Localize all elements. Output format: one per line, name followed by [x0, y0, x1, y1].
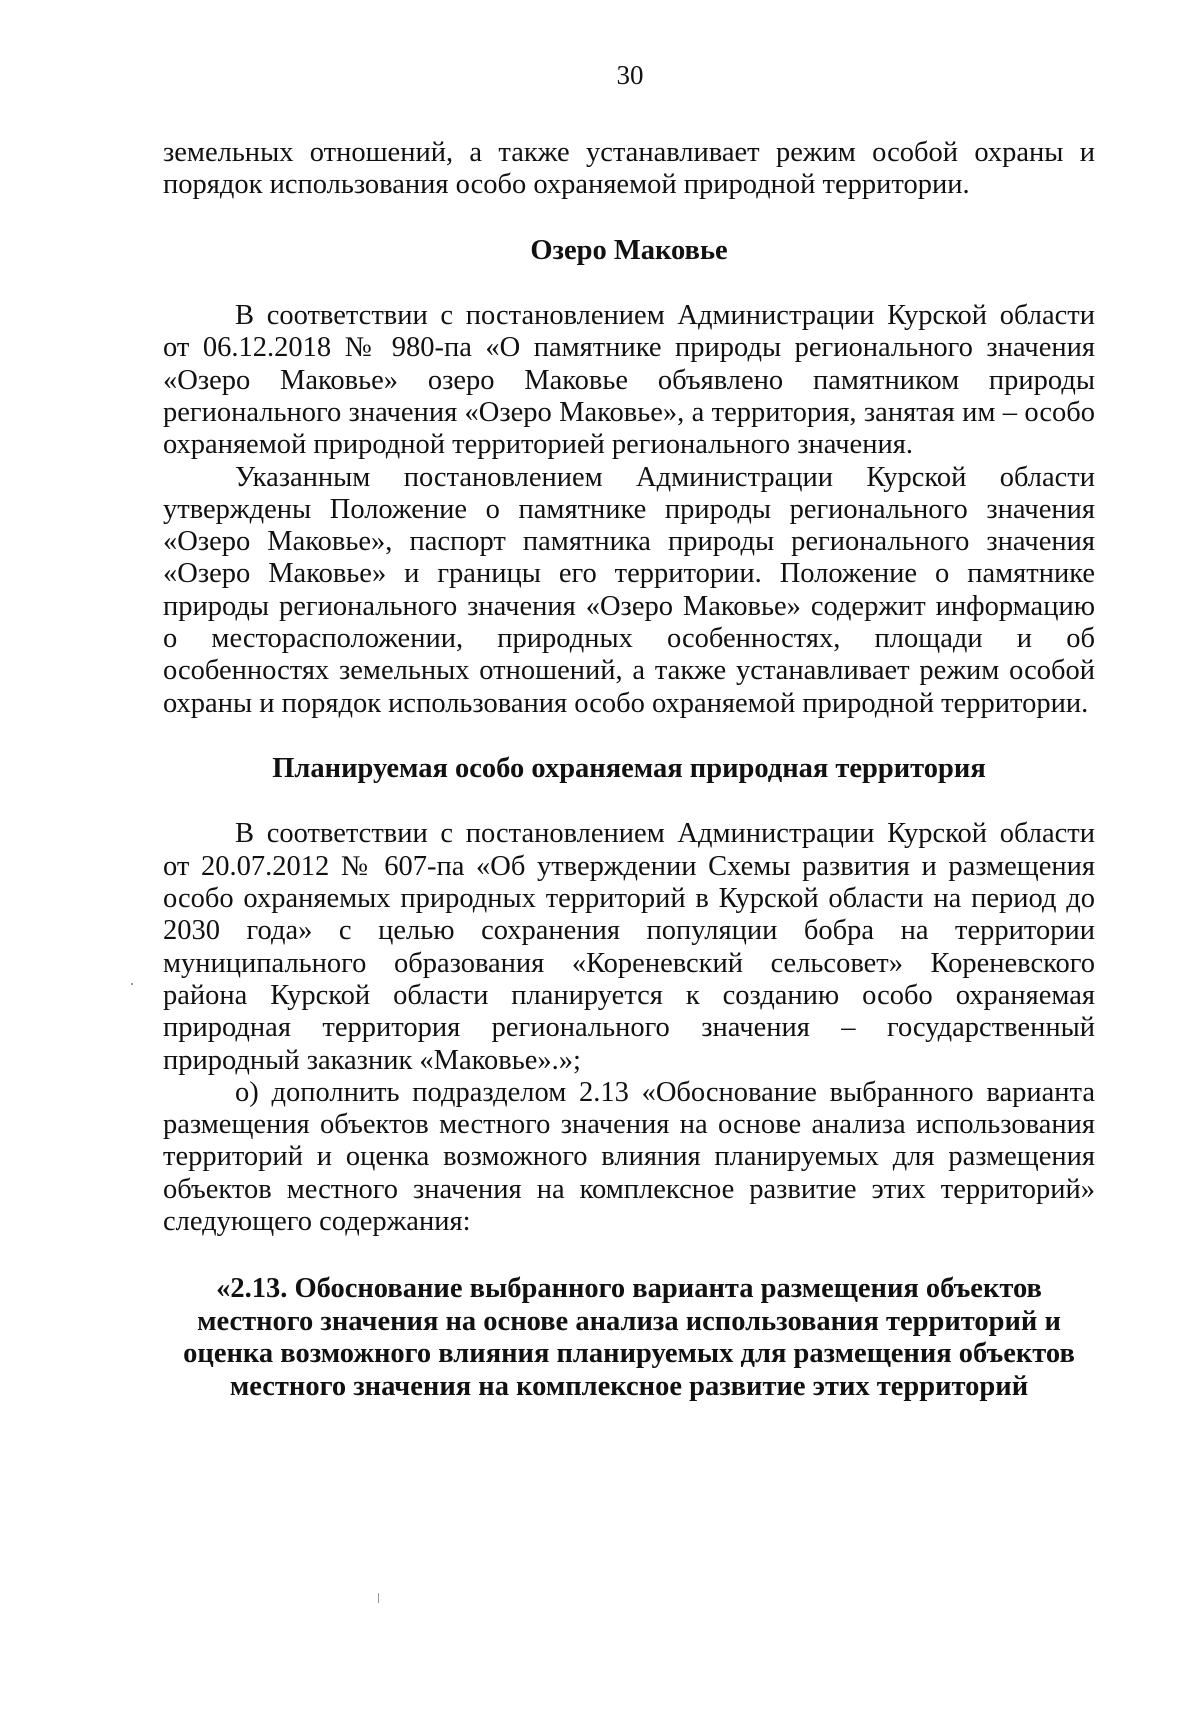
- scan-speck: [378, 1593, 379, 1603]
- paragraph-lake-regulation: Указанным постановлением Администрации Курской области утверждены Положение о памятнике природы регионального значения «Озеро Маковье», паспорт памятника природы регионального значения «Озеро Маковье» и границы его территории. Положение о памятнике природы регионального значения «Озеро Маковье» содержит информацию о месторасположении, природных особенностях, площади и об особенностях земельных отношений, а также устанавливает режим особой охраны и порядок использования особо охраняемой природной территории.: [163, 461, 1095, 719]
- document-body: [163, 137, 1095, 1403]
- paragraph-lake-status: В соответствии с постановлением Администрации Курской области от 06.12.2018 № 980-па «О памятнике природы регионального значения «Озеро Маковье» озеро Маковье объявлено памятником природы регионального значения «Озеро Маковье», а территория, занятая им – особо охраняемой природной территорией регионального значения.: [163, 300, 1095, 461]
- section-heading-planned-territory: Планируемая особо охраняемая природная территория: [272, 752, 986, 784]
- paragraph-amendment: о) дополнить подразделом 2.13 «Обоснование выбранного варианта размещения объектов местного значения на основе анализа использования территорий и оценка возможного влияния планируемых для размещения объектов местного значения на комплексное развитие этих территорий» следующего содержания:: [163, 1076, 1095, 1238]
- paragraph-planned-reserve: В соответствии с постановлением Администрации Курской области от 20.07.2012 № 607-па «Об утверждении Схемы развития и размещения особо охраняемых природных территорий в Курской области на период до 2030 года» с целью сохранения популяции бобра на территории муниципального образования «Кореневский сельсовет» Кореневского района Курской области планируется к созданию особо охраняемая природная территория регионального значения – государственный природный заказник «Маковье».»;: [163, 818, 1095, 1076]
- section-heading-lake: Озеро Маковье: [530, 234, 728, 266]
- page-number: 30: [616, 60, 644, 90]
- scan-speck: [131, 983, 133, 985]
- paragraph-continuation: земельных отношений, а также устанавливает режим особой охраны и порядок использования особо охраняемой природной территории.: [163, 137, 1095, 201]
- subsection-heading-2-13: «2.13. Обоснование выбранного варианта размещения объектов местного значения на основе анализа использования территорий и оценка возможного влияния планируемых для размещения объектов местного значения на комплексное развитие этих территорий: [183, 1273, 1075, 1402]
